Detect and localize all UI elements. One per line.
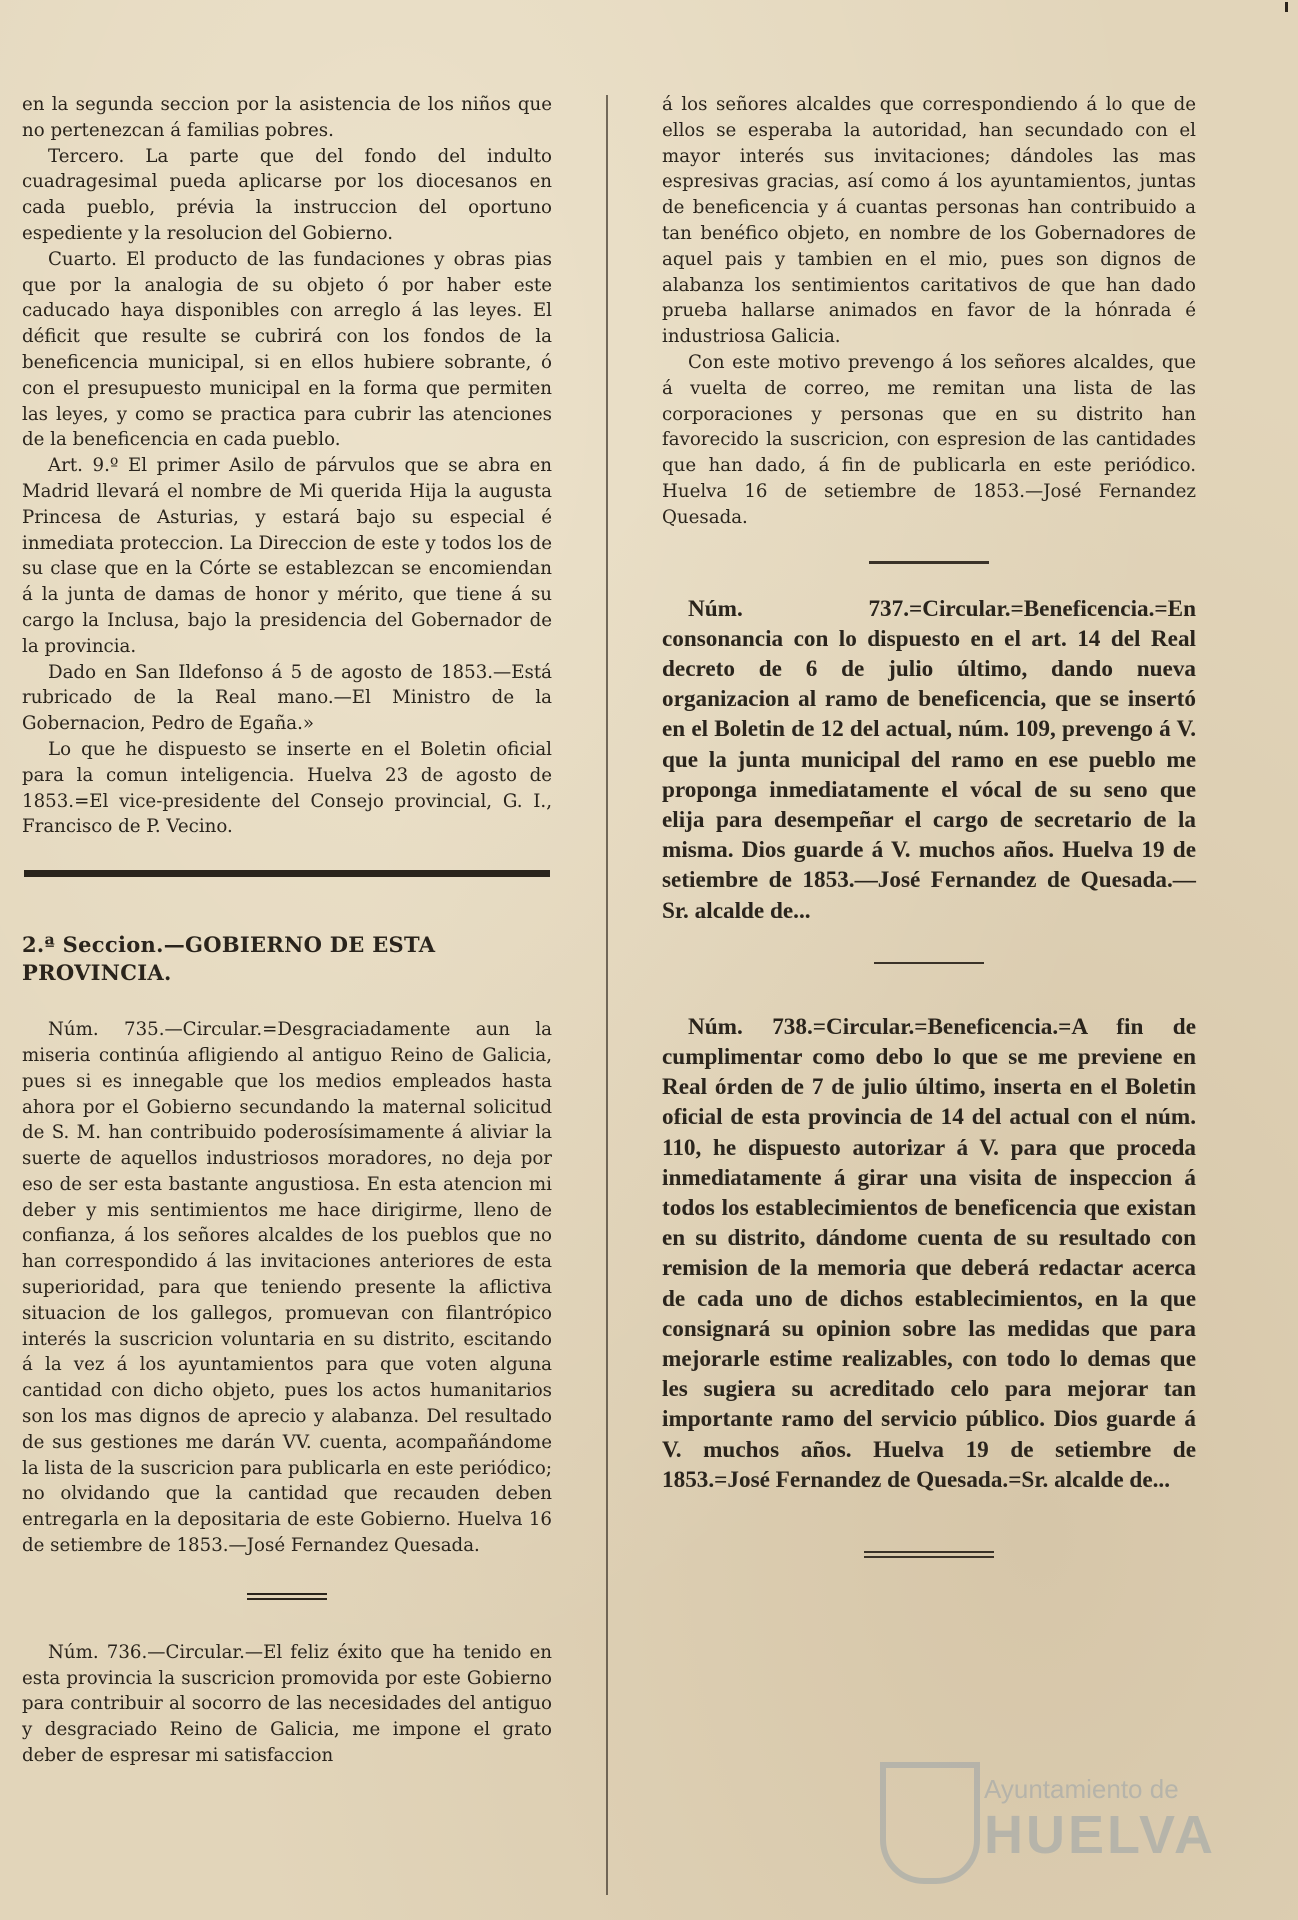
paragraph-cuarto: Cuarto. El producto de las fundaciones y obras pias que por la analogia de su objeto ó por haber este caducado haya disponibles con arreglo á las leyes. El déficit que resulte se cubrirá con los fondos de la beneficencia municipal, si en ellos hubiere sobrante, ó con el presupuesto municipal en la forma que permiten las leyes, y como se practica para cubrir las atenciones de la beneficencia en cada pueblo. xyxy=(22,248,552,451)
right-column xyxy=(662,92,1196,1561)
bottom-separator xyxy=(864,1551,994,1558)
short-separator xyxy=(869,561,989,564)
shield-icon xyxy=(880,1762,980,1884)
paragraph-tercero: Tercero. La parte que del fondo del indulto cuadragesimal pueda aplicarse por los diocesanos en cada pueblo, prévia la instruccion del oportuno espediente y la resolucion del Gobierno. xyxy=(22,145,552,244)
circular-737: Núm. 737.=Circular.=Beneficencia.=En consonancia con lo dispuesto en el art. 14 del Real decreto de 6 de julio último, dando nueva organizacion al ramo de beneficencia, que se insertó en el Boletin de 12 del actual, núm. 109, prevengo á V. que la junta municipal del ramo en ese pueblo me proponga inmediatamente el vócal de su seno que elija para desempeñar el cargo de secretario de la misma. Dios guarde á V. muchos años. Huelva 19 de setiembre de 1853.—José Fernandez de Quesada.—Sr. alcalde de... xyxy=(662,595,1196,924)
watermark-line-1: Ayuntamiento de xyxy=(984,1774,1179,1804)
column-divider xyxy=(606,95,608,1895)
double-separator xyxy=(247,1593,327,1600)
circular-738: Núm. 738.=Circular.=Beneficencia.=A fin de cumplimentar como debo lo que se me previene en Real órden de 7 de julio último, inserta en el Boletin oficial de esta provincia de 14 del actual con el núm. 110, he dispuesto autorizar á V. para que proceda inmediatamente á girar una visita de inspeccion á todos los establecimientos de beneficencia que existan en su distrito, dándome cuenta de su resultado con remision de la memoria que deberá redactar acerca de cada uno de dichos establecimientos, en la que consignará su opinion sobre las medidas que para mejorarle estime realizables, con todo lo demas que les sugiera su acreditado celo para mejorar tan importante ramo del servicio público. Dios guarde á V. muchos años. Huelva 19 de setiembre de 1853.=José Fernandez de Quesada.=Sr. alcalde de... xyxy=(662,1013,1196,1493)
circular-736: Núm. 736.—Circular.—El feliz éxito que ha tenido en esta provincia la suscricion promovida por este Gobierno para contribuir al socorro de las necesidades del antiguo y desgraciado Reino de Galicia, me impone el grato deber de espresar mi satisfaccion xyxy=(22,1641,552,1767)
left-column xyxy=(22,92,552,1769)
thick-separator xyxy=(24,870,550,877)
edge-mark xyxy=(1285,2,1288,12)
archive-watermark xyxy=(880,1762,1220,1882)
paragraph-segunda-seccion: en la segunda seccion por la asistencia de los niños que no pertenezcan á familias pobres. xyxy=(22,94,552,141)
dash-separator xyxy=(874,962,984,964)
section-heading: 2.ª Seccion.—GOBIERNO DE ESTA PROVINCIA. xyxy=(22,932,436,986)
paragraph-dado-en: Dado en San Ildefonso á 5 de agosto de 1853.—Está rubricado de la Real mano.—El Ministro de la Gobernacion, Pedro de Egaña.» xyxy=(22,661,552,735)
circular-736-continued: á los señores alcaldes que correspondiendo á lo que de ellos se esperaba la autoridad, han secundado con el mayor interés sus invitaciones; dándoles las mas espresivas gracias, así como á los ayuntamientos, juntas de beneficencia y á cuantas personas han contribuido a tan benéfico objeto, en nombre de los Gobernadores de aquel pais y tambien en el mio, pues son dignos de alabanza los sentimientos caritativos de que han dado prueba hallarse animados en favor de la hónrada é industriosa Galicia. xyxy=(662,94,1196,348)
circular-735: Núm. 735.—Circular.=Desgraciadamente aun la miseria continúa afligiendo al antiguo Reino de Galicia, pues si es innegable que los medios empleados hasta ahora por el Gobierno secundando la maternal solicitud de S. M. han contribuido poderosísimamente á aliviar la suerte de aquellos industriosos moradores, no deja por eso de ser esta bastante angustiosa. En esta atencion mi deber y mis sentimientos me hace dirigirme, lleno de confianza, á los señores alcaldes de los pueblos que no han correspondido á las invitaciones anteriores de esta superioridad, para que teniendo presente la aflictiva situacion de los gallegos, promuevan con filantrópico interés la suscricion voluntaria en su distrito, escitando á la vez á los ayuntamientos para que voten alguna cantidad con dicho objeto, pues los actos humanitarios son los mas dignos de aprecio y alabanza. Del resultado de sus gestiones me darán VV. cuenta, acompañándome la lista de la suscricion para publicarla en este periódico; no olvidando que la cantidad que recauden deben entregarla en la depositaria de este Gobierno. Huelva 16 de setiembre de 1853.—José Fernandez Quesada. xyxy=(22,1019,552,1557)
paragraph-art-9: Art. 9.º El primer Asilo de párvulos que se abra en Madrid llevará el nombre de Mi querida Hija la augusta Princesa de Asturias, y estará bajo su especial é inmediata proteccion. La Direccion de este y todos los de su clase que en la Córte se establezcan se encomiendan á la junta de damas de honor y mérito, que tiene á su cargo la Inclusa, bajo la presidencia del Gobernador de la provincia. xyxy=(22,455,552,657)
watermark-line-2: HUELVA xyxy=(984,1805,1216,1865)
paragraph-con-este-motivo: Con este motivo prevengo á los señores alcaldes, que á vuelta de correo, me remitan una lista de las corporaciones y personas que en su distrito han favorecido la suscricion, con espresion de las cantidades que han dado, á fin de publicarla en este periódico. Huelva 16 de setiembre de 1853.—José Fernandez Quesada. xyxy=(662,351,1196,528)
paragraph-lo-que-he-dispuesto: Lo que he dispuesto se inserte en el Boletin oficial para la comun inteligencia. Huelva 23 de agosto de 1853.=El vice-presidente del Consejo provincial, G. I., Francisco de P. Vecino. xyxy=(22,738,552,838)
